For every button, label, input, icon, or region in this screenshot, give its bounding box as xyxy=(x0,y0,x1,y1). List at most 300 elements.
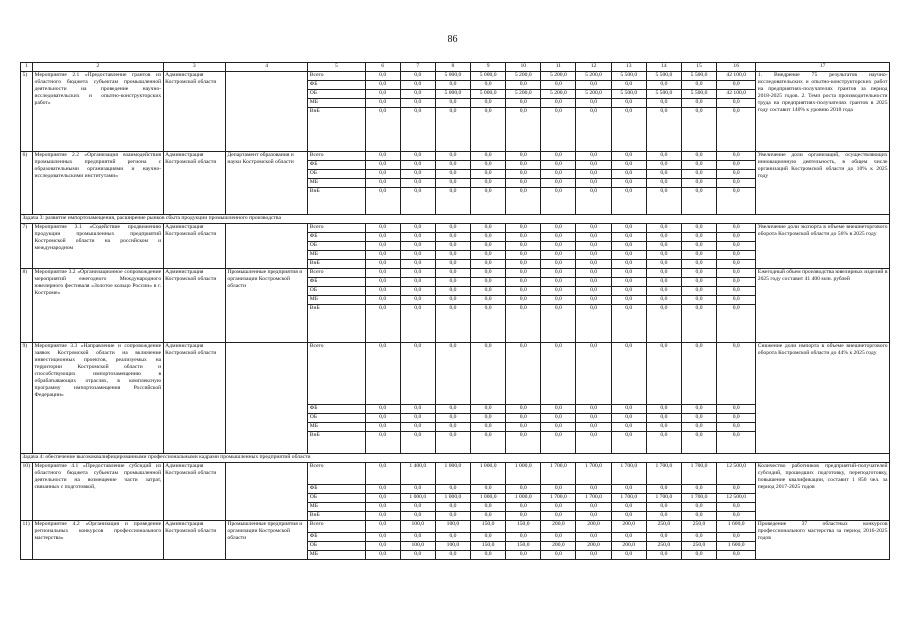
funding-value: 0,0 xyxy=(576,99,611,108)
funding-value: 0,0 xyxy=(506,278,541,287)
funding-value: 0,0 xyxy=(717,81,756,90)
funding-value: 0,0 xyxy=(541,260,576,269)
funding-value: 1 700,0 xyxy=(576,463,611,485)
funding-value: 0,0 xyxy=(681,99,716,108)
funding-value: 1 600,0 xyxy=(717,542,756,551)
item-participant xyxy=(225,72,307,152)
funding-value: 0,0 xyxy=(576,414,611,423)
funding-value: 5 500,0 xyxy=(646,72,681,81)
funding-value: 0,0 xyxy=(365,72,400,81)
funding-value: 0,0 xyxy=(471,296,506,305)
funding-value: 1 000,0 xyxy=(471,494,506,503)
funding-value: 0,0 xyxy=(506,233,541,242)
funding-value: 250,0 xyxy=(646,542,681,551)
funding-value: 0,0 xyxy=(506,305,541,343)
funding-value: 0,0 xyxy=(717,503,756,512)
funding-value: 0,0 xyxy=(541,278,576,287)
funding-value: 0,0 xyxy=(717,108,756,152)
funding-value: 1 700,0 xyxy=(541,463,576,485)
funding-value: 0,0 xyxy=(646,423,681,432)
funding-value: 0,0 xyxy=(365,287,400,296)
funding-value: 0,0 xyxy=(646,405,681,414)
funding-source: ФБ xyxy=(308,533,365,542)
funding-value: 0,0 xyxy=(717,224,756,233)
funding-value: 200,0 xyxy=(541,542,576,551)
funding-value: 0,0 xyxy=(646,296,681,305)
funding-value: 0,0 xyxy=(611,305,646,343)
funding-value: 0,0 xyxy=(611,179,646,188)
funding-value: 0,0 xyxy=(506,287,541,296)
funding-value: 0,0 xyxy=(506,503,541,512)
funding-value: 0,0 xyxy=(435,278,470,287)
funding-value: 0,0 xyxy=(681,287,716,296)
item-name: Мероприятие 2.2 «Организация взаимодействия промышленных предприятий региона с образовательными организациями и научно-исследовательскими институтами» xyxy=(33,152,164,215)
funding-value: 250,0 xyxy=(681,521,716,533)
funding-value: 0,0 xyxy=(365,542,400,551)
funding-value: 0,0 xyxy=(576,161,611,170)
funding-value: 0,0 xyxy=(400,405,435,414)
funding-value: 0,0 xyxy=(471,224,506,233)
item-executor: Администрация Костромской области xyxy=(163,72,225,152)
task-row xyxy=(21,454,890,463)
funding-value: 0,0 xyxy=(365,269,400,278)
funding-value: 0,0 xyxy=(471,269,506,278)
funding-source: ОБ xyxy=(308,414,365,423)
funding-value: 250,0 xyxy=(646,521,681,533)
funding-value: 0,0 xyxy=(646,81,681,90)
funding-value: 0,0 xyxy=(717,287,756,296)
funding-value: 1 700,0 xyxy=(646,463,681,485)
funding-value: 5 000,0 xyxy=(435,72,470,81)
funding-value: 0,0 xyxy=(717,179,756,188)
item-name: Мероприятие 2.1 «Предоставление грантов из областного бюджета субъектам промышленной деятельности на проведение научно-исследовательских и опытно-конструкторских работ» xyxy=(33,72,164,152)
funding-source: МБ xyxy=(308,99,365,108)
funding-value: 0,0 xyxy=(471,512,506,521)
column-number: 16 xyxy=(717,63,756,72)
funding-source: ОБ xyxy=(308,170,365,179)
funding-value: 0,0 xyxy=(646,260,681,269)
funding-value: 0,0 xyxy=(435,485,470,494)
funding-value: 0,0 xyxy=(717,551,756,560)
funding-value: 5 000,0 xyxy=(435,90,470,99)
funding-value: 0,0 xyxy=(717,233,756,242)
funding-value: 100,0 xyxy=(435,521,470,533)
funding-value: 0,0 xyxy=(681,108,716,152)
item-participant xyxy=(225,463,307,521)
funding-value: 0,0 xyxy=(541,224,576,233)
funding-value: 5 000,0 xyxy=(471,90,506,99)
funding-value: 0,0 xyxy=(506,260,541,269)
item-executor: Администрация Костромской области xyxy=(163,521,225,560)
funding-value: 0,0 xyxy=(365,179,400,188)
table-row xyxy=(21,224,890,233)
page-number: 86 xyxy=(447,34,458,45)
funding-value: 0,0 xyxy=(365,423,400,432)
item-number: 7) xyxy=(21,224,33,269)
funding-value: 0,0 xyxy=(435,233,470,242)
funding-value: 0,0 xyxy=(681,343,716,405)
funding-value: 0,0 xyxy=(435,251,470,260)
funding-value: 0,0 xyxy=(646,179,681,188)
funding-value: 0,0 xyxy=(681,485,716,494)
funding-value: 0,0 xyxy=(541,99,576,108)
funding-value: 0,0 xyxy=(611,512,646,521)
funding-value: 0,0 xyxy=(471,414,506,423)
funding-value: 0,0 xyxy=(681,305,716,343)
funding-value: 1 600,0 xyxy=(717,521,756,533)
funding-value: 0,0 xyxy=(611,296,646,305)
funding-value: 0,0 xyxy=(576,287,611,296)
funding-value: 0,0 xyxy=(646,233,681,242)
funding-value: 0,0 xyxy=(435,287,470,296)
funding-value: 0,0 xyxy=(471,179,506,188)
funding-source: Всего xyxy=(308,521,365,533)
funding-source: ОБ xyxy=(308,287,365,296)
funding-value: 0,0 xyxy=(646,242,681,251)
funding-value: 0,0 xyxy=(400,296,435,305)
funding-value: 0,0 xyxy=(365,242,400,251)
funding-value: 0,0 xyxy=(471,152,506,161)
program-table xyxy=(20,62,890,560)
funding-value: 0,0 xyxy=(435,224,470,233)
funding-value: 0,0 xyxy=(681,224,716,233)
funding-value: 0,0 xyxy=(400,179,435,188)
item-executor: Администрация Костромской области xyxy=(163,152,225,215)
funding-value: 0,0 xyxy=(506,414,541,423)
item-number: 10) xyxy=(21,463,33,521)
funding-value: 0,0 xyxy=(681,170,716,179)
funding-value: 0,0 xyxy=(506,296,541,305)
funding-value: 0,0 xyxy=(541,188,576,215)
funding-value: 0,0 xyxy=(541,423,576,432)
funding-value: 0,0 xyxy=(506,343,541,405)
funding-value: 0,0 xyxy=(611,108,646,152)
funding-value: 0,0 xyxy=(435,179,470,188)
funding-value: 0,0 xyxy=(576,503,611,512)
funding-value: 1 000,0 xyxy=(400,494,435,503)
funding-value: 0,0 xyxy=(365,188,400,215)
funding-value: 0,0 xyxy=(435,432,470,454)
funding-value: 0,0 xyxy=(611,99,646,108)
funding-value: 0,0 xyxy=(541,287,576,296)
funding-value: 5 500,0 xyxy=(681,90,716,99)
funding-value: 12 500,0 xyxy=(717,463,756,485)
funding-value: 0,0 xyxy=(717,414,756,423)
funding-value: 0,0 xyxy=(435,343,470,405)
funding-value: 1 700,0 xyxy=(611,463,646,485)
item-participant: Промышленные предприятия и организации Костромской области xyxy=(225,269,307,343)
task-heading: Задача 3: развитие импортозамещения, расширение рынков сбыта продукции промышленного производства xyxy=(21,215,890,224)
funding-value: 0,0 xyxy=(471,161,506,170)
funding-value: 0,0 xyxy=(471,260,506,269)
funding-value: 1 000,0 xyxy=(471,463,506,485)
funding-value: 0,0 xyxy=(541,233,576,242)
funding-value: 0,0 xyxy=(400,188,435,215)
funding-value: 0,0 xyxy=(400,242,435,251)
column-number: 15 xyxy=(681,63,716,72)
funding-value: 0,0 xyxy=(471,432,506,454)
funding-value: 0,0 xyxy=(435,551,470,560)
funding-value: 0,0 xyxy=(541,152,576,161)
funding-value: 0,0 xyxy=(400,423,435,432)
funding-source: МБ xyxy=(308,423,365,432)
funding-value: 0,0 xyxy=(506,242,541,251)
funding-value: 0,0 xyxy=(611,485,646,494)
funding-value: 0,0 xyxy=(717,305,756,343)
funding-value: 0,0 xyxy=(506,405,541,414)
funding-value: 5 500,0 xyxy=(611,72,646,81)
funding-value: 1 700,0 xyxy=(541,494,576,503)
funding-source: МБ xyxy=(308,296,365,305)
funding-value: 200,0 xyxy=(576,542,611,551)
funding-value: 0,0 xyxy=(506,152,541,161)
funding-value: 0,0 xyxy=(576,343,611,405)
funding-value: 0,0 xyxy=(471,503,506,512)
funding-value: 0,0 xyxy=(611,503,646,512)
column-number: 3 xyxy=(163,63,225,72)
funding-source: МБ xyxy=(308,179,365,188)
funding-value: 0,0 xyxy=(681,533,716,542)
item-name: Мероприятие 4.2 «Организация и проведение региональных конкурсов профессионального мастерства» xyxy=(33,521,164,560)
funding-value: 0,0 xyxy=(506,99,541,108)
funding-value: 0,0 xyxy=(646,305,681,343)
column-number: 6 xyxy=(365,63,400,72)
funding-value: 0,0 xyxy=(646,251,681,260)
funding-value: 0,0 xyxy=(681,512,716,521)
funding-value: 0,0 xyxy=(435,405,470,414)
funding-value: 0,0 xyxy=(506,161,541,170)
funding-value: 0,0 xyxy=(611,152,646,161)
funding-value: 0,0 xyxy=(646,287,681,296)
funding-value: 0,0 xyxy=(646,224,681,233)
expected-result: Проведение 37 областных конкурсов профессионального мастерства за период 2016-2025 годов xyxy=(756,521,890,560)
funding-value: 0,0 xyxy=(681,179,716,188)
funding-value: 0,0 xyxy=(646,108,681,152)
funding-value: 0,0 xyxy=(681,233,716,242)
funding-value: 0,0 xyxy=(576,305,611,343)
funding-value: 0,0 xyxy=(611,278,646,287)
funding-value: 0,0 xyxy=(435,512,470,521)
funding-value: 0,0 xyxy=(471,343,506,405)
funding-value: 0,0 xyxy=(365,99,400,108)
funding-value: 5 200,0 xyxy=(506,90,541,99)
funding-value: 0,0 xyxy=(400,414,435,423)
funding-value: 0,0 xyxy=(576,405,611,414)
funding-value: 0,0 xyxy=(400,251,435,260)
column-number: 5 xyxy=(308,63,365,72)
table-row xyxy=(21,269,890,278)
funding-value: 0,0 xyxy=(400,99,435,108)
funding-value: 0,0 xyxy=(541,242,576,251)
funding-value: 0,0 xyxy=(646,278,681,287)
task-row xyxy=(21,215,890,224)
funding-value: 0,0 xyxy=(400,287,435,296)
column-number: 10 xyxy=(506,63,541,72)
funding-value: 0,0 xyxy=(646,152,681,161)
funding-value: 0,0 xyxy=(435,161,470,170)
funding-value: 0,0 xyxy=(435,503,470,512)
funding-value: 0,0 xyxy=(646,161,681,170)
funding-value: 0,0 xyxy=(400,161,435,170)
funding-value: 0,0 xyxy=(576,179,611,188)
funding-value: 0,0 xyxy=(506,81,541,90)
task-heading: Задача 4: обеспечение высококвалифицированными профессиональными кадрами промышленных предприятий области xyxy=(21,454,890,463)
funding-value: 0,0 xyxy=(471,99,506,108)
funding-value: 150,0 xyxy=(471,521,506,533)
funding-value: 0,0 xyxy=(471,278,506,287)
funding-value: 0,0 xyxy=(506,224,541,233)
funding-value: 0,0 xyxy=(541,170,576,179)
funding-value: 0,0 xyxy=(611,423,646,432)
funding-value: 0,0 xyxy=(717,188,756,215)
funding-value: 0,0 xyxy=(365,224,400,233)
funding-value: 0,0 xyxy=(717,242,756,251)
funding-value: 0,0 xyxy=(365,81,400,90)
funding-value: 200,0 xyxy=(611,542,646,551)
funding-value: 0,0 xyxy=(576,533,611,542)
funding-value: 0,0 xyxy=(541,343,576,405)
item-name: Мероприятие 4.1 «Предоставление субсидий из областного бюджета субъектам промышленной деятельности на возмещение части затрат, связанных с подготовкой, xyxy=(33,463,164,521)
funding-value: 0,0 xyxy=(435,423,470,432)
funding-value: 0,0 xyxy=(400,485,435,494)
funding-value: 0,0 xyxy=(541,405,576,414)
funding-value: 0,0 xyxy=(717,278,756,287)
funding-value: 0,0 xyxy=(576,551,611,560)
funding-value: 0,0 xyxy=(611,343,646,405)
funding-value: 0,0 xyxy=(611,269,646,278)
funding-value: 0,0 xyxy=(611,242,646,251)
table-row xyxy=(21,463,890,485)
item-number: 5) xyxy=(21,72,33,152)
item-executor: Администрация Костромской области xyxy=(163,224,225,269)
funding-value: 0,0 xyxy=(717,269,756,278)
funding-value: 0,0 xyxy=(717,260,756,269)
table-row xyxy=(21,521,890,533)
funding-value: 0,0 xyxy=(576,152,611,161)
item-participant: Промышленные предприятия и организации Костромской области xyxy=(225,521,307,560)
funding-value: 0,0 xyxy=(400,512,435,521)
funding-source: ВнБ xyxy=(308,260,365,269)
funding-value: 0,0 xyxy=(681,405,716,414)
funding-value: 1 700,0 xyxy=(646,494,681,503)
funding-value: 0,0 xyxy=(471,233,506,242)
funding-value: 0,0 xyxy=(717,296,756,305)
item-name: Мероприятие 3.3 «Направление и сопровождение заявок Костромской области на включение инвестиционных проектов, реализуемых на территории Костромской области и способствующих импортозамещению в обрабатывающих отраслях, в комплексную программу импортозамещения Российской Федерации» xyxy=(33,343,164,454)
funding-value: 0,0 xyxy=(576,260,611,269)
funding-value: 0,0 xyxy=(471,305,506,343)
funding-value: 0,0 xyxy=(506,533,541,542)
funding-value: 0,0 xyxy=(365,503,400,512)
funding-value: 0,0 xyxy=(611,188,646,215)
funding-value: 0,0 xyxy=(576,423,611,432)
funding-value: 0,0 xyxy=(541,512,576,521)
expected-result: Увеличение доли экспорта в объеме внешнеторгового оборота Костромской области до 56% в 2025 году xyxy=(756,224,890,269)
funding-value: 0,0 xyxy=(541,432,576,454)
funding-value: 0,0 xyxy=(471,170,506,179)
funding-value: 0,0 xyxy=(400,233,435,242)
funding-value: 0,0 xyxy=(506,179,541,188)
funding-value: 42 100,0 xyxy=(717,72,756,81)
funding-value: 0,0 xyxy=(400,260,435,269)
funding-value: 0,0 xyxy=(646,188,681,215)
funding-value: 1 000,0 xyxy=(506,463,541,485)
column-number: 4 xyxy=(225,63,307,72)
funding-value: 0,0 xyxy=(717,152,756,161)
funding-source: Всего xyxy=(308,269,365,278)
funding-source: ОБ xyxy=(308,90,365,99)
funding-source: ОБ xyxy=(308,242,365,251)
funding-source: ВнБ xyxy=(308,432,365,454)
funding-value: 5 000,0 xyxy=(471,72,506,81)
funding-source: ВнБ xyxy=(308,188,365,215)
funding-value: 5 200,0 xyxy=(506,72,541,81)
funding-value: 0,0 xyxy=(400,81,435,90)
funding-value: 0,0 xyxy=(717,251,756,260)
funding-value: 0,0 xyxy=(435,152,470,161)
funding-value: 1 400,0 xyxy=(400,463,435,485)
funding-value: 0,0 xyxy=(576,108,611,152)
funding-value: 0,0 xyxy=(506,551,541,560)
funding-value: 0,0 xyxy=(435,260,470,269)
funding-value: 0,0 xyxy=(365,521,400,533)
funding-value: 0,0 xyxy=(435,99,470,108)
funding-value: 0,0 xyxy=(681,414,716,423)
funding-value: 100,0 xyxy=(400,542,435,551)
funding-value: 0,0 xyxy=(681,278,716,287)
funding-value: 0,0 xyxy=(365,90,400,99)
funding-source: МБ xyxy=(308,503,365,512)
item-number: 11) xyxy=(21,521,33,560)
funding-value: 0,0 xyxy=(681,81,716,90)
funding-value: 0,0 xyxy=(471,423,506,432)
funding-value: 0,0 xyxy=(681,152,716,161)
funding-value: 0,0 xyxy=(681,269,716,278)
funding-value: 0,0 xyxy=(400,224,435,233)
funding-value: 0,0 xyxy=(611,533,646,542)
item-executor: Администрация Костромской области xyxy=(163,269,225,343)
funding-value: 0,0 xyxy=(681,188,716,215)
funding-value: 0,0 xyxy=(435,296,470,305)
funding-value: 0,0 xyxy=(365,533,400,542)
funding-value: 0,0 xyxy=(471,287,506,296)
funding-value: 0,0 xyxy=(717,170,756,179)
funding-source: МБ xyxy=(308,551,365,560)
funding-source: Всего xyxy=(308,152,365,161)
funding-value: 0,0 xyxy=(646,343,681,405)
funding-value: 0,0 xyxy=(365,432,400,454)
funding-source: ФБ xyxy=(308,81,365,90)
funding-value: 0,0 xyxy=(365,108,400,152)
funding-value: 0,0 xyxy=(365,494,400,503)
item-participant xyxy=(225,343,307,454)
expected-result: Количество работников предприятий-получателей субсидий, прошедших подготовку, переподготовку, повышение квалификации, составит 1 850 чел. за период 2017-2025 годов xyxy=(756,463,890,521)
funding-value: 0,0 xyxy=(400,503,435,512)
funding-value: 5 200,0 xyxy=(541,72,576,81)
funding-value: 200,0 xyxy=(576,521,611,533)
funding-value: 1 700,0 xyxy=(681,494,716,503)
funding-value: 0,0 xyxy=(681,251,716,260)
funding-value: 0,0 xyxy=(611,161,646,170)
funding-value: 0,0 xyxy=(717,343,756,405)
funding-value: 0,0 xyxy=(471,405,506,414)
funding-value: 0,0 xyxy=(506,108,541,152)
funding-source: ФБ xyxy=(308,405,365,414)
funding-value: 0,0 xyxy=(541,179,576,188)
funding-value: 0,0 xyxy=(717,423,756,432)
funding-value: 200,0 xyxy=(611,521,646,533)
funding-value: 0,0 xyxy=(717,161,756,170)
funding-value: 0,0 xyxy=(681,503,716,512)
